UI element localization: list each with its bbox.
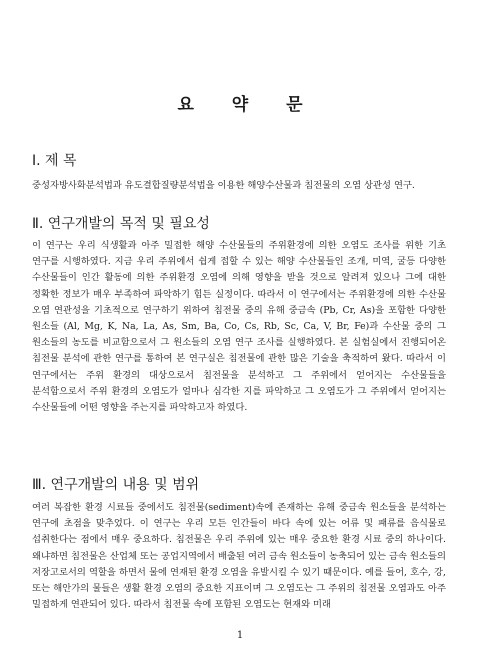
section-text-title: 중성자방사화분석법과 유도결합질량분석법을 이용한 해양수산물과 침전물의 오염 상관성 연구. [32, 180, 415, 191]
section-heading-scope: Ⅲ. 연구개발의 내용 및 범위 [32, 477, 200, 493]
page-title: 요 약 문 [177, 95, 319, 115]
section-heading-purpose: Ⅱ. 연구개발의 목적 및 필요성 [32, 216, 210, 232]
page-number: 1 [236, 630, 244, 641]
section-text-purpose: 이 연구는 우리 식생활과 아주 밀접한 해양 수산물들의 주위환경에 의한 오염도 조사를 위한 기초 연구를 시행하였다. 지금 우리 주위에서 쉽게 접할 수 있는 해양 수산물들인 조개, 미역, 굴등 다양한 수산물들이 인간 활동에 의한 주위환경 오염에 의해 영향을 받을 것으로 알려져 있으나 그에 대한 정확한 정보가 매우 부족하여 파악하기 힘든 실정이다. 따라서 이 연구에서는 주위환경에 의한 수산물 오염 연관성을 기초적으로 연구하기 위하여 침전물 중의 유해 중금속 (Pb, Cr, As)을 포함한 다양한 원소들 (Al, Mg, K, Na, La, As, Sm, Ba, Co, Cs, Rb, Sc, Ca, V, Br, Fe)과 수산물 중의 그 원소들의 농도를 비교함으로서 그 원소들의 오염 연구 조사를 실행하였다. 본 실험실에서 진행되어온 침전물 분석에 관한 연구를 통하여 본 연구실은 침전물에 관한 많은 기술을 축적하여 왔다. 따라서 이 연구에서는 주위 환경의 대상으로서 침전물을 분석하고 그 주위에서 얻어지는 수산물들을 분석함으로서 주위 환경의 오염도가 얼마나 심각한 지를 파악하고 그 오염도가 그 주위에서 얻어지는 수산물들에 어떤 영향을 주는지를 파악하고자 하였다. [32, 240, 446, 414]
section-text-scope: 여러 복잡한 환경 시료들 중에서도 침전물(sediment)속에 존재하는 유해 중금속 원소들을 분석하는 연구에 초점을 맞추었다. 이 연구는 우리 모든 인간들이 바다 속에 있는 어류 및 패류를 음식물로 섭취한다는 점에서 매우 중요하다. 침전물은 우리 주위에 있는 매우 중요한 환경 시료 중의 하나이다. 왜냐하면 침전물은 산업체 또는 공업지역에서 배출된 여러 금속 원소들이 농축되어 있는 금속 원소들의 저장고로서의 역할을 하면서 물에 연재된 환경 오염을 유발시킬 수 있기 때문이다. 예를 들어, 호수, 강, 또는 해안가의 물들은 생활 환경 오염의 중요한 지표이며 그 오염도는 그 주위의 침전물 오염과도 아주 밀접하게 연관되어 있다. 따라서 침전물 속에 포함된 오염도는 현재와 미래 [32, 502, 446, 611]
section-heading-title: Ⅰ. 제 목 [32, 153, 77, 169]
